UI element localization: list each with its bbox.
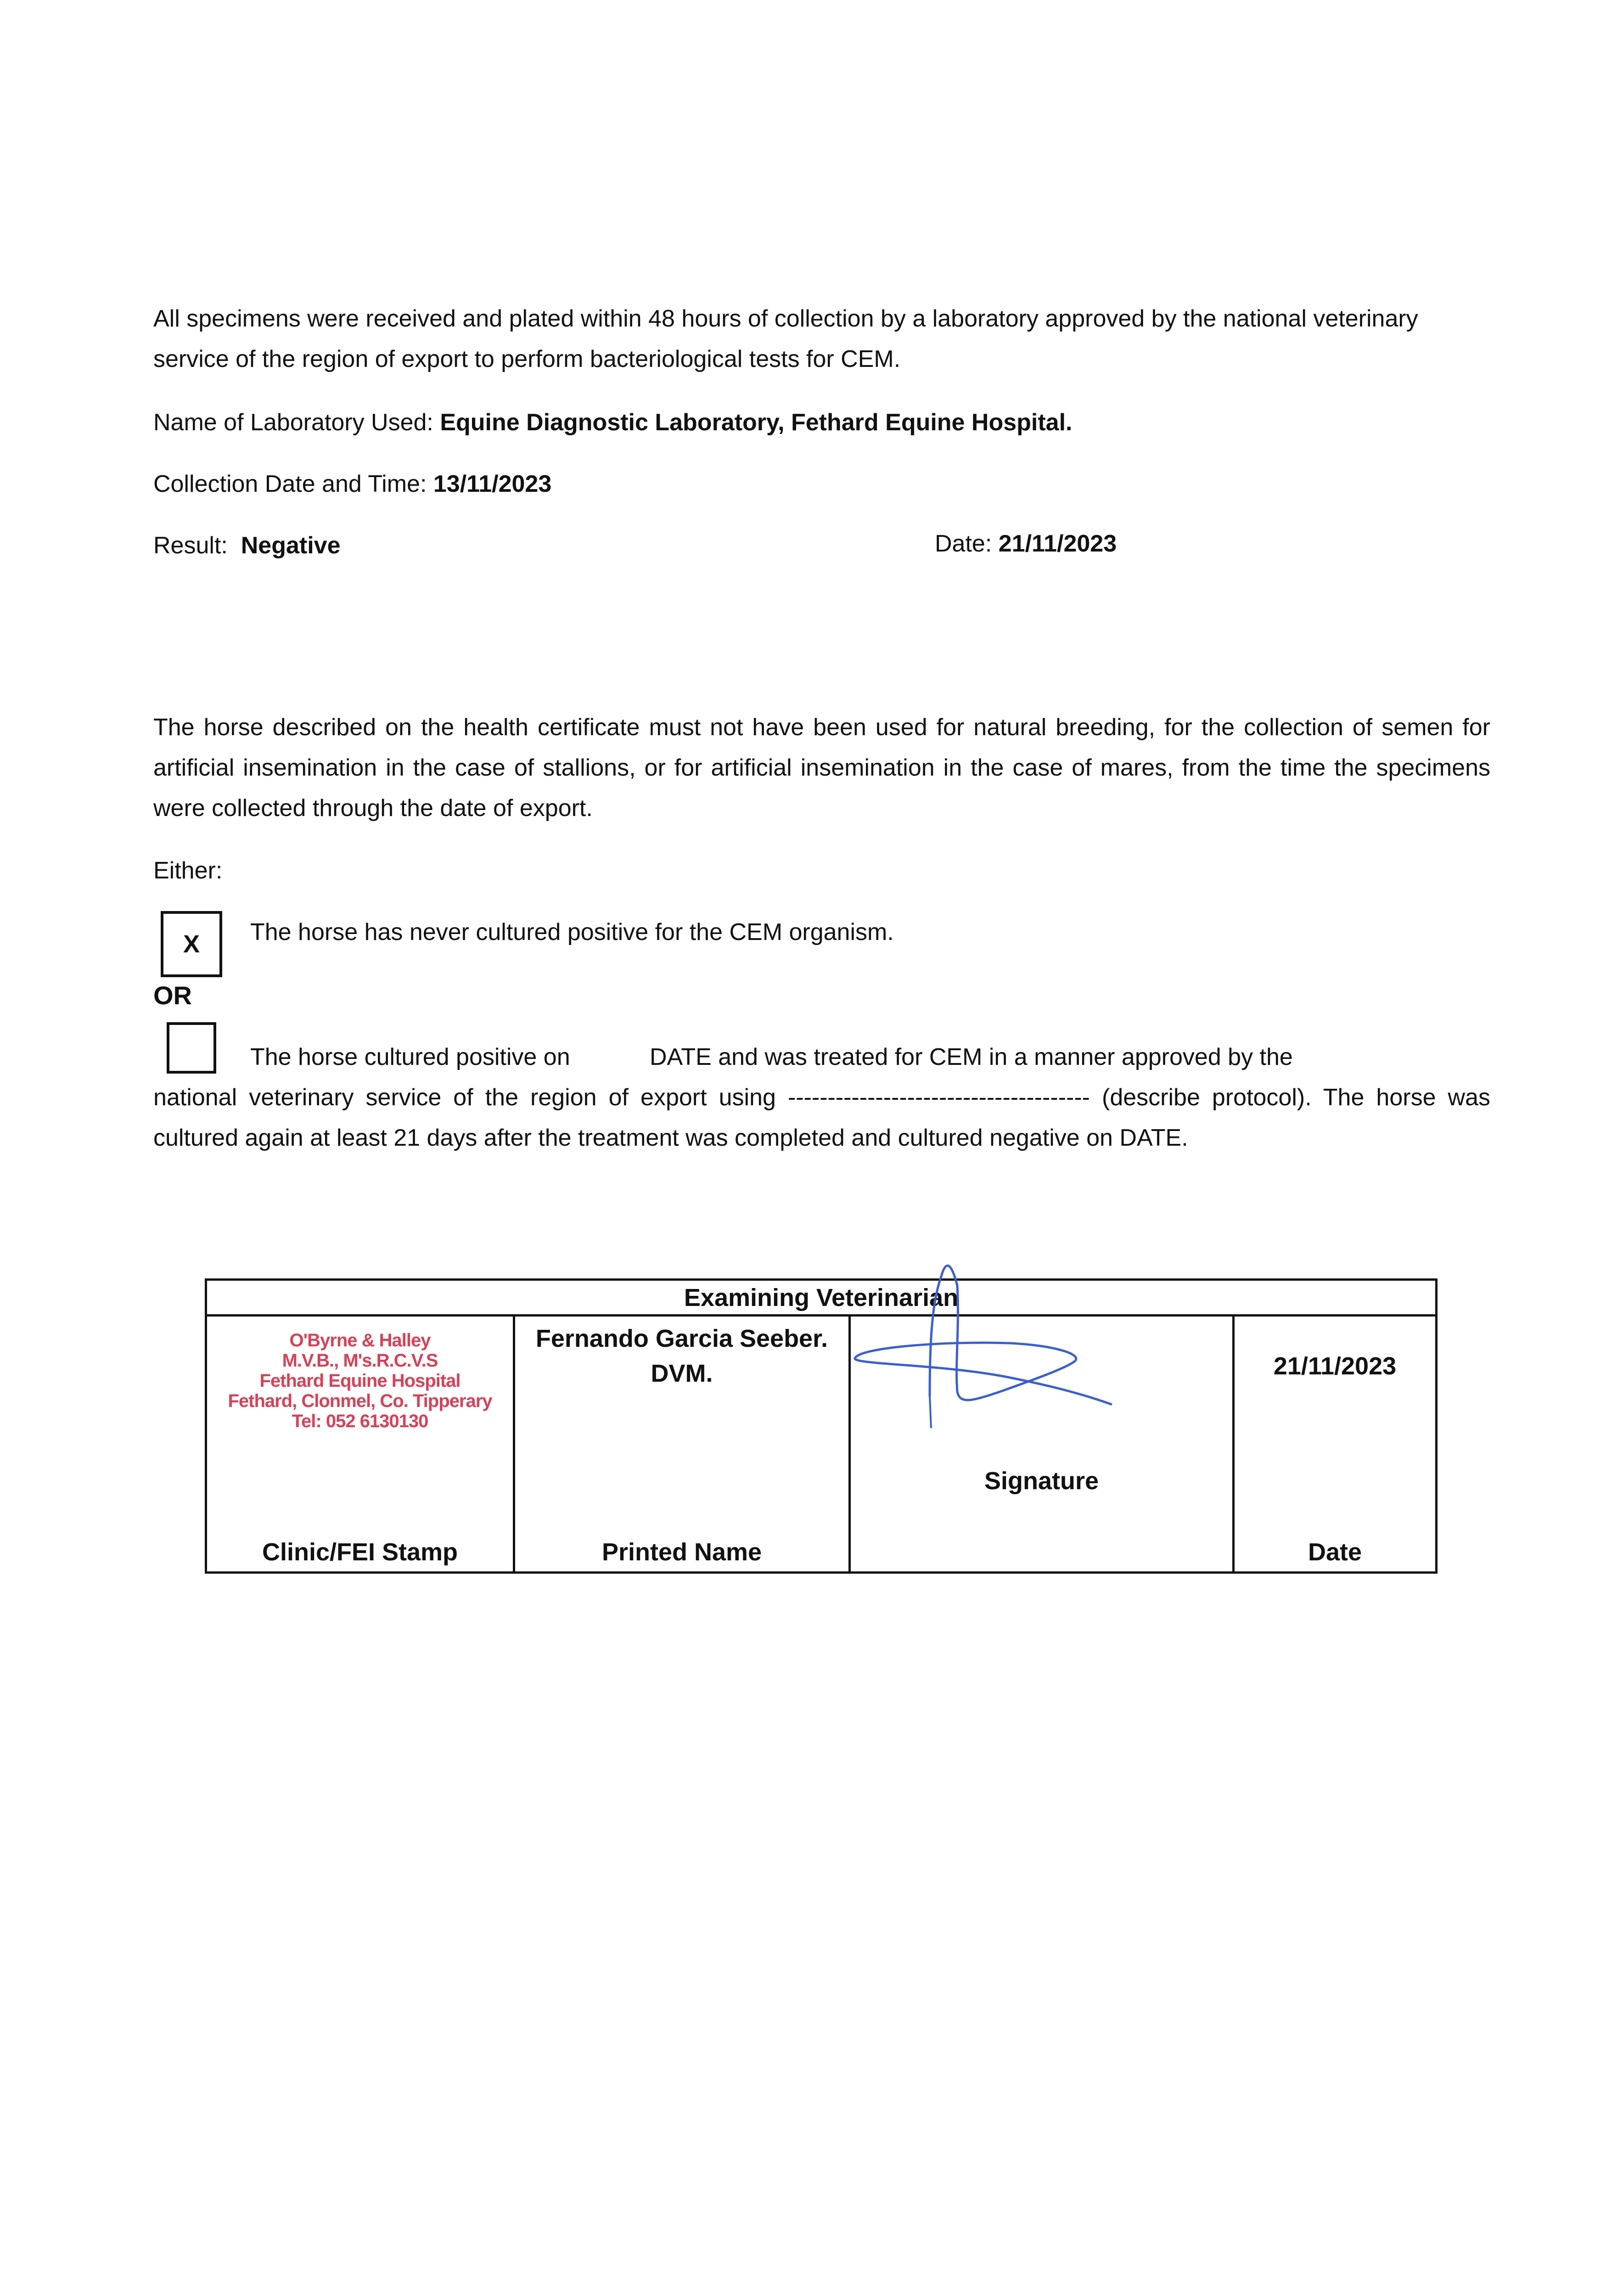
collection-value: 13/11/2023 [433,471,552,497]
or-label: OR [153,981,192,1010]
stamp-label: Clinic/FEI Stamp [262,1538,458,1566]
lab-value: Equine Diagnostic Laboratory, Fethard Equine Hospital. [440,409,1073,436]
clinic-stamp [207,1330,513,1431]
option2-text-line1: The horse cultured positive on DATE and was treated for CEM in a manner approved by the [250,1044,1293,1070]
either-label: Either: [153,857,223,884]
stamp-line: O'Byrne & Halley [289,1330,431,1351]
stamp-line: Tel: 052 6130130 [292,1411,428,1431]
stamp-line: Fethard, Clonmel, Co. Tipperary [228,1391,492,1411]
name-cell [514,1316,850,1573]
result-line [153,525,341,566]
collection-label: Collection Date and Time: [153,471,427,497]
collection-line [153,464,551,504]
result-value: Negative [241,532,341,559]
printed-name-suffix: DVM. [651,1360,713,1387]
stamp-cell [206,1316,514,1573]
stamp-line: M.V.B., M's.R.C.V.S [282,1351,438,1371]
result-date-label: Date: [935,530,992,557]
date-label: Date [1308,1538,1362,1566]
option1-text: The horse has never cultured positive for the CEM organism. [250,919,894,945]
breeding-statement: The horse described on the health certificate must not have been used for natural breeding, for the collection of semen for artificial insemination in the case of stallions, or for artificial insemination in the case of mares, from the time the specimens were collected through the date of export. [153,714,1490,822]
printed-name-value [515,1321,848,1391]
option1-checkbox[interactable] [161,911,222,977]
stamp-line: Fethard Equine Hospital [259,1371,461,1391]
result-date-value: 21/11/2023 [998,530,1117,557]
handwritten-signature [826,1258,1240,1451]
result-date-line [935,523,1117,564]
signature-label: Signature [984,1467,1099,1495]
printed-name-label: Printed Name [601,1538,762,1566]
lab-label: Name of Laboratory Used: [153,409,433,436]
table-header: Examining Veterinarian [206,1280,1437,1316]
option2-text-rest: national veterinary service of the region of export using -------------------------------------- (describe protocol). The horse was cultured again at least 21 days after the treatment was completed and cultured negative on DATE. [153,1084,1490,1151]
veterinarian-table [205,1278,1438,1574]
result-label: Result: [153,532,228,559]
checkbox-mark: X [183,930,200,958]
specimen-statement: All specimens were received and plated within 48 hours of collection by a laboratory approved by the national veterinary service of the region of export to perform bacteriological tests for CEM. [153,305,1418,372]
date-value: 21/11/2023 [1273,1352,1397,1380]
date-cell [1234,1316,1437,1573]
printed-name: Fernando Garcia Seeber. [535,1325,828,1352]
lab-line [153,402,1073,443]
option2-checkbox[interactable] [167,1022,216,1074]
